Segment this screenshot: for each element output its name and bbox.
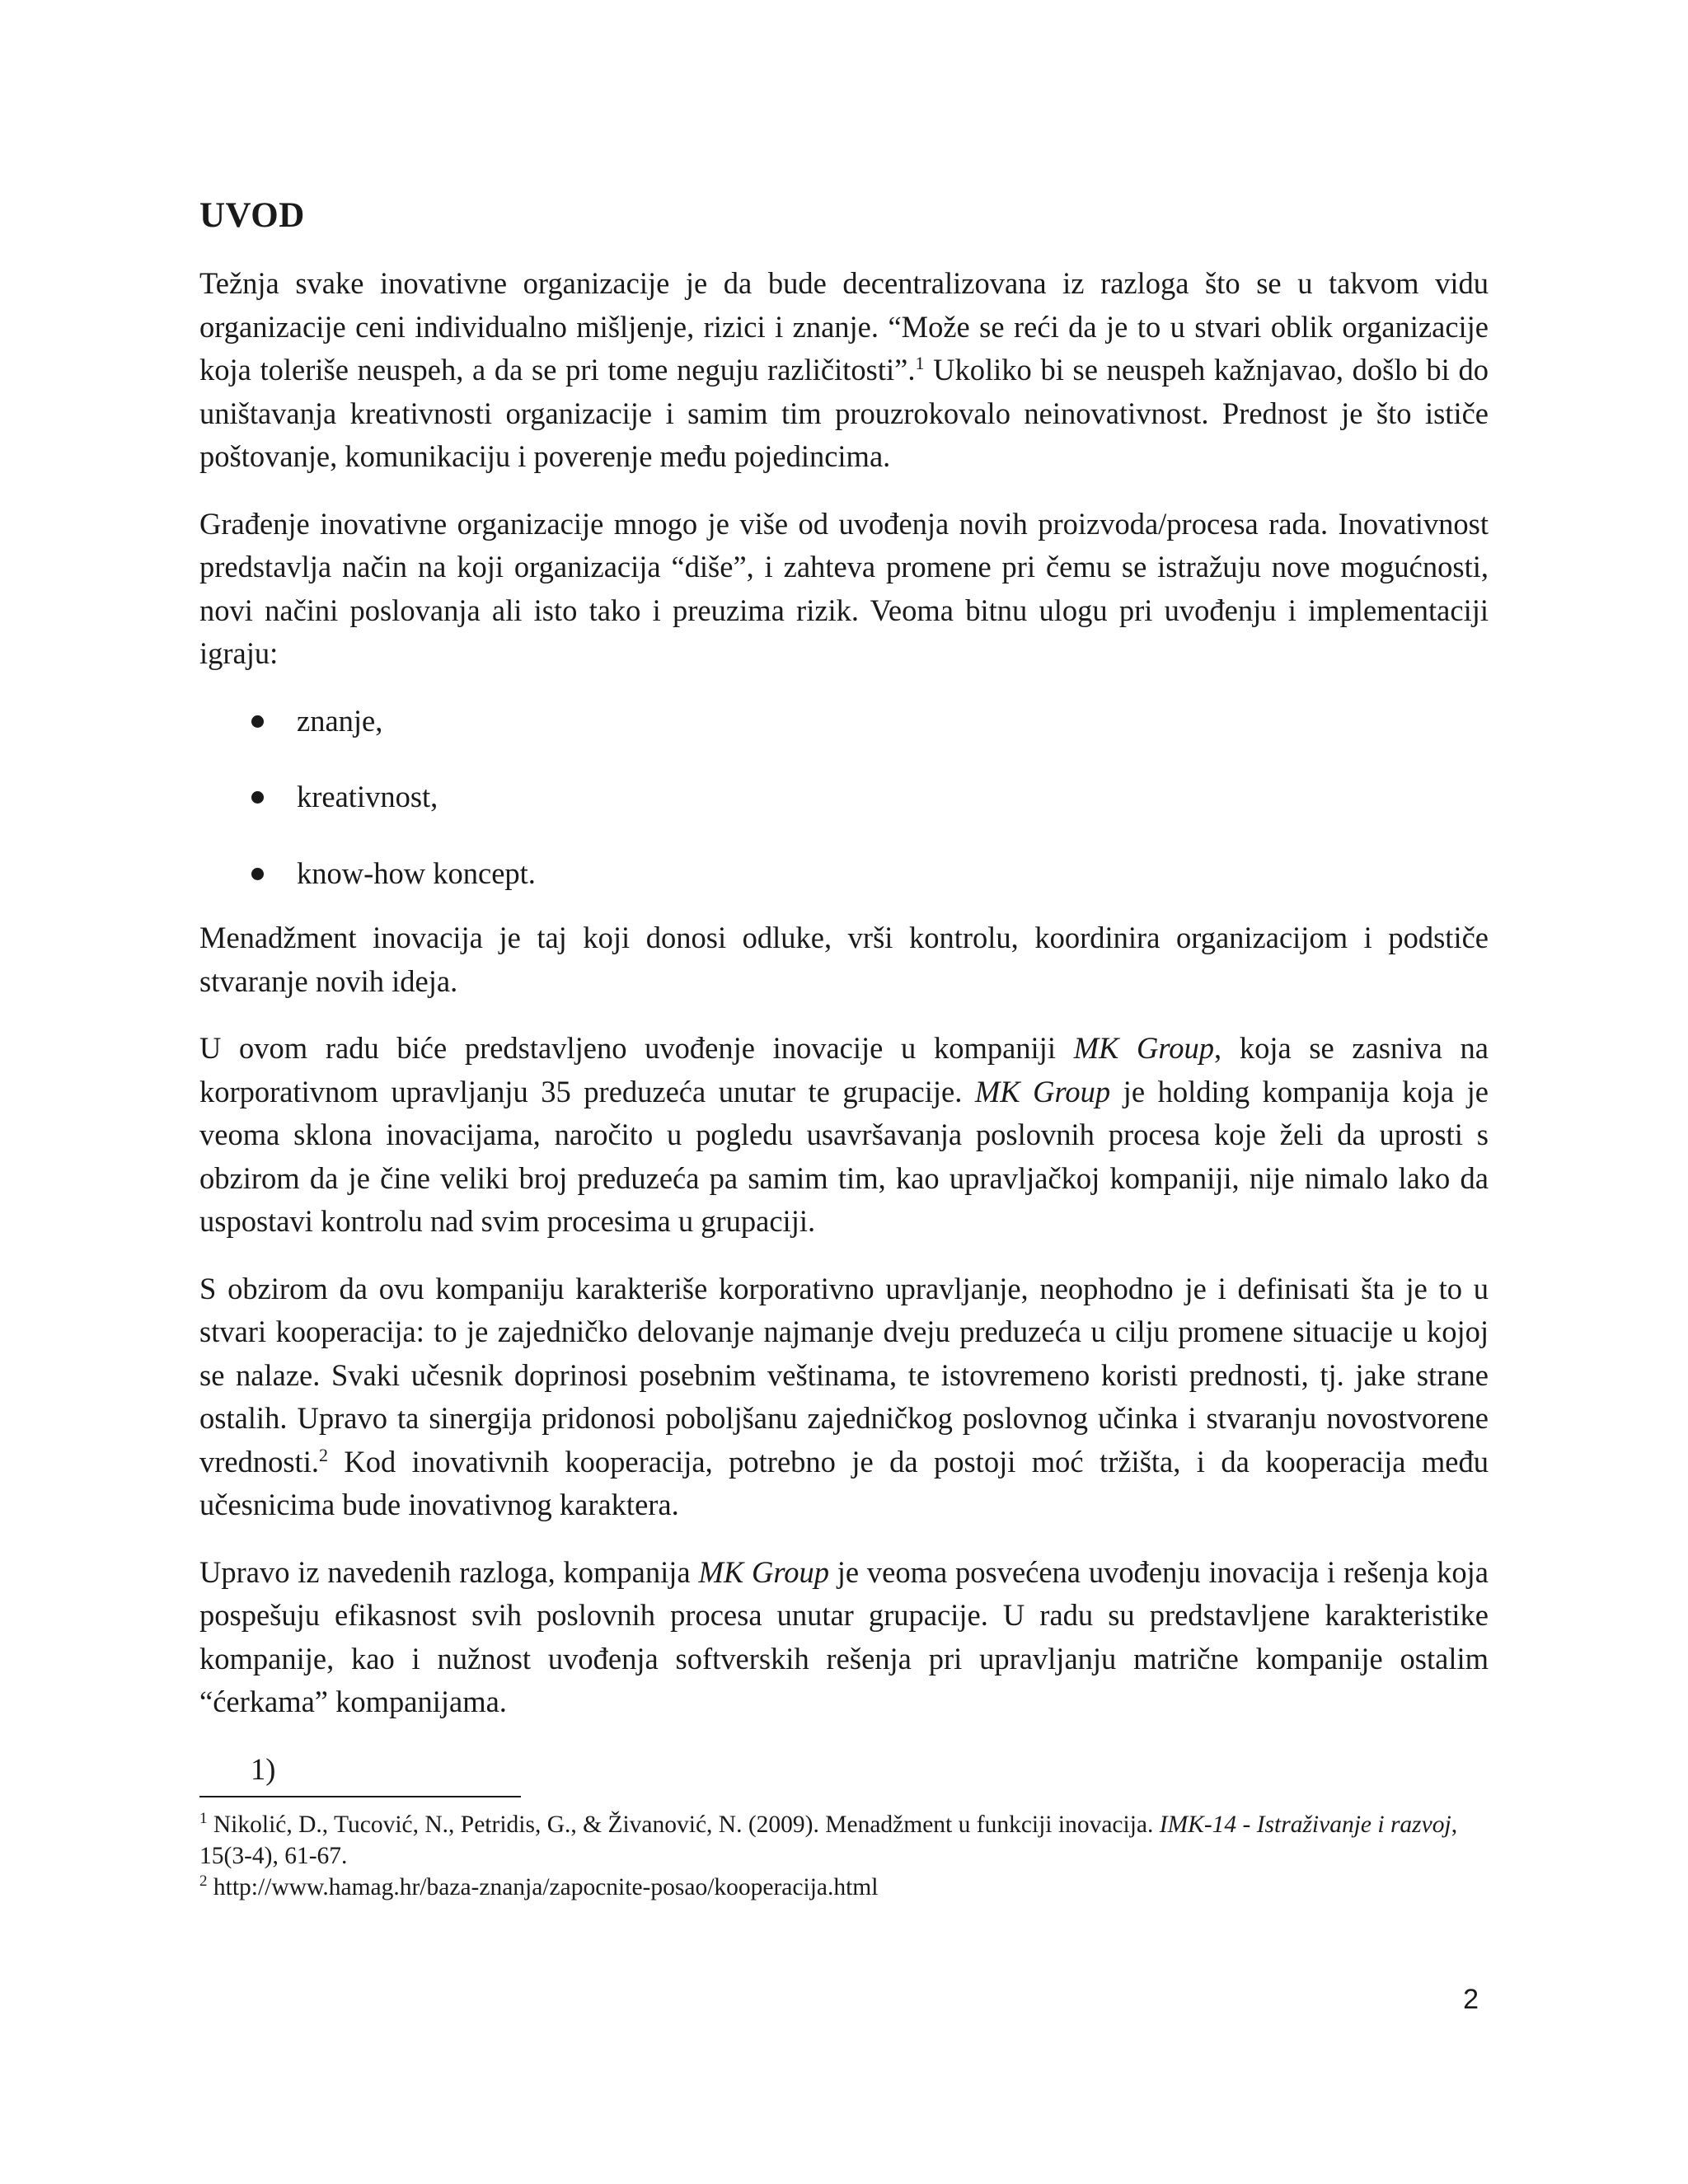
paragraph-5-text-b: Kod inovativnih kooperacija, potrebno je da postoji moć tržišta, i da kooperacija među učesnicima bude inovativnog karaktera. bbox=[199, 1444, 1489, 1521]
paragraph-2: Građenje inovativne organizacije mnogo je više od uvođenja novih proizvoda/procesa rada. Inovativnost predstavlja način na koji organizacija “diše”, i zahteva promene pri čemu se istražuju nove mogućnosti, novi načini poslovanja ali isto tako i preuzima rizik. Veoma bitnu ulogu pri uvođenju i implementaciji igraju: bbox=[199, 506, 1489, 670]
paragraph-1-text-a: Težnja svake inovativne organizacije je da bude decentralizovana iz razloga što se u takvom vidu organizacije ceni individualno mišljenje, rizici i znanje. “Može se reći da je to u stvari oblik organizacije koja toleriše neuspeh, a da se pri tome neguju različitosti”. bbox=[199, 266, 1489, 387]
paragraph-5 bbox=[199, 1268, 1489, 1527]
bullet-item bbox=[199, 700, 1489, 743]
paragraph-6 bbox=[199, 1551, 1489, 1724]
paragraph-1-text-b: Ukoliko bi se neuspeh kažnjavao, došlo bi do uništavanja kreativnosti organizacije i samim tim prouzrokovalo neinovativnost. Prednost je što ističe poštovanje, komunikaciju i poverenje među pojedincima. bbox=[199, 353, 1489, 473]
paragraph-4-text-b: , koja se zasniva na korporativnom upravljanju 35 preduzeća unutar te grupacije. bbox=[199, 1031, 1489, 1108]
bullet-icon bbox=[251, 868, 264, 880]
numbered-list-marker: 1) bbox=[251, 1751, 276, 1786]
bullet-item bbox=[199, 852, 1489, 896]
bullet-item-text: know-how koncept. bbox=[297, 855, 536, 890]
footnote-2 bbox=[199, 1872, 1489, 1903]
footnote-1-text-b: , 15(3-4), 61-67. bbox=[199, 1811, 1458, 1869]
footnote-1-number: 1 bbox=[199, 1810, 208, 1828]
paragraph-4-text-a: U ovom radu biće predstavljeno uvođenje inovacije u kompaniji bbox=[199, 1031, 1074, 1065]
section-heading: UVOD bbox=[199, 196, 305, 235]
paragraph-4 bbox=[199, 1027, 1489, 1244]
company-name: MK Group bbox=[974, 1074, 1111, 1108]
page-number: 2 bbox=[1463, 1984, 1479, 2015]
footnote-1-text-a: Nikolić, D., Tucović, N., Petridis, G., & Živanović, N. (2009). Menadžment u funkciji inovacija. bbox=[207, 1811, 1160, 1838]
footnote-1 bbox=[199, 1809, 1489, 1872]
bullet-item-text: znanje, bbox=[297, 703, 383, 738]
bullet-icon bbox=[251, 791, 264, 804]
paragraph-5-text-a: S obzirom da ovu kompaniju karakteriše korporativno upravljanje, neophodno je i definisati šta je to u stvari kooperacija: to je zajedničko delovanje najmanje dveju preduzeća u cilju promene situacije u kojoj se nalaze. Svaki učesnik doprinosi posebnim veštinama, te istovremeno koristi prednosti, tj. jake strane ostalih. Upravo ta sinergija pridonosi poboljšanu zajedničkog poslovnog učinka i stvaranju novostvorene vrednosti. bbox=[199, 1271, 1489, 1479]
paragraph-1 bbox=[199, 262, 1489, 479]
company-name: MK Group bbox=[698, 1554, 829, 1589]
bullet-list bbox=[199, 700, 1489, 896]
paragraph-4-text-c: je holding kompanija koja je veoma sklona inovacijama, naročito u pogledu usavršavanja poslovnih procesa koje želi da uprosti s obzirom da je čine veliki broj preduzeća pa samim tim, kao upravljačkoj kompaniji, nije nimalo lako da uspostavi kontrolu nad svim procesima u grupaciji. bbox=[199, 1074, 1489, 1238]
page-content bbox=[199, 191, 1489, 1903]
paragraph-3: Menadžment inovacija je taj koji donosi odluke, vrši kontrolu, koordinira organizacijom i podstiče stvaranje novih ideja. bbox=[199, 921, 1489, 998]
footnote-ref-2[interactable]: 2 bbox=[318, 1444, 328, 1465]
company-name: MK Group bbox=[1073, 1031, 1215, 1065]
footnote-separator bbox=[199, 1796, 521, 1797]
footnote-2-link[interactable]: http://www.hamag.hr/baza-znanja/zapocnite-posao/kooperacija.html bbox=[207, 1874, 879, 1900]
footnote-2-number: 2 bbox=[199, 1872, 208, 1891]
footnote-ref-1[interactable]: 1 bbox=[915, 352, 925, 373]
bullet-item-text: kreativnost, bbox=[297, 780, 438, 813]
bullet-item bbox=[199, 776, 1489, 819]
paragraph-6-text-a: Upravo iz navedenih razloga, kompanija bbox=[199, 1554, 699, 1589]
footnote-1-journal: IMK-14 - Istraživanje i razvoj bbox=[1159, 1811, 1451, 1838]
paragraph-6-text-b: je veoma posvećena uvođenju inovacija i rešenja koja pospešuju efikasnost svih poslovnih procesa unutar grupacije. U radu su predstavljene karakteristike kompanije, kao i nužnost uvođenja softverskih rešenja pri upravljanju matrične kompanije ostalim “ćerkama” kompanijama. bbox=[199, 1554, 1489, 1718]
bullet-icon bbox=[251, 715, 264, 728]
